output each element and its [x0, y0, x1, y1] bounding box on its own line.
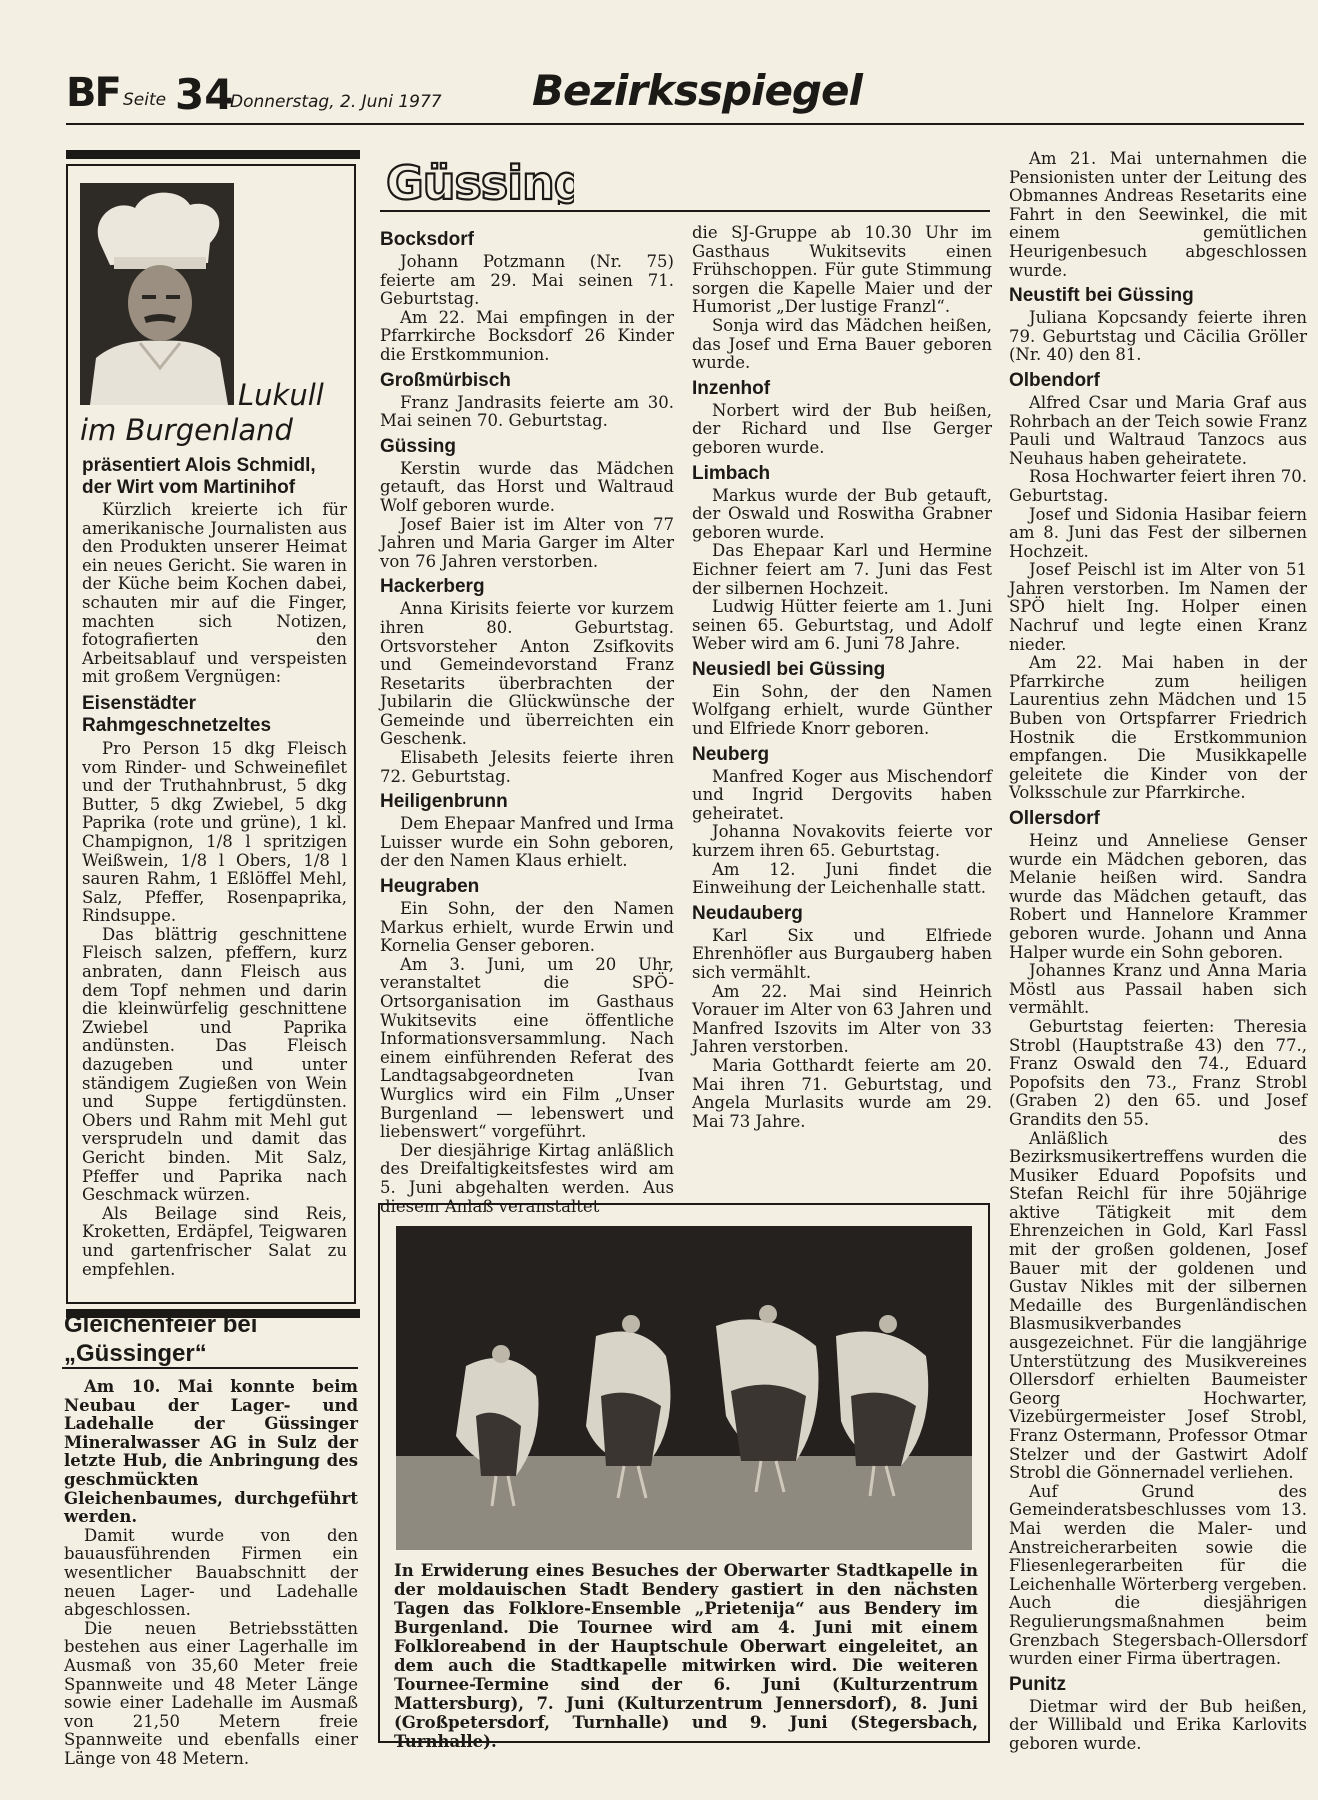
news-paragraph: Am 22. Mai haben in der Pfarrkirche zum heiligen Laurentius zehn Mädchen und 15 Buben von Ortspfarrer Friedrich Hostnik die Erstkommunion empfangen. Die Musikkapelle geleitete die Kinder von der Volksschule zur Pfarrkirche. [1009, 653, 1307, 803]
locality-heading: Olbendorf [1009, 369, 1100, 391]
sidebar-title-line2: im Burgenland [80, 413, 293, 447]
locality-heading: Inzenhof [692, 377, 771, 399]
locality-heading: Großmürbisch [380, 369, 511, 391]
news-paragraph: Auf Grund des Gemeinderatsbeschlusses vom 13. Mai werden die Maler- und Anstreicherarbeiten sowie die Fliesenlegerarbeiten für die Leichenhalle Wörterberg vergeben. Auch die diesjährigen Regulierungsmaßnahmen beim Grenzbach Stegersbach-Ollersdorf wurden einer Firma übertragen. [1009, 1481, 1307, 1669]
recipe-title: Eisenstädter Rahmgeschnetzeltes [82, 692, 272, 736]
news-paragraph: Kerstin wurde das Mädchen getauft, das Horst und Waltraud Wolf geboren wurde. [380, 458, 674, 515]
news-paragraph: Sonja wird das Mädchen heißen, das Josef und Erna Bauer geboren wurde. [692, 315, 992, 373]
masthead-brand: BF [66, 70, 120, 116]
gleichenfeier-title: Gleichenfeier bei „Güssinger“ [64, 1311, 258, 1367]
guessing-rule [380, 210, 990, 212]
header-rule [66, 123, 1304, 125]
guessing-logo-text: Güssing [386, 156, 574, 205]
news-paragraph: Am 12. Juni findet die Einweihung der Leichenhalle statt. [692, 859, 992, 898]
news-paragraph: Markus wurde der Bub getauft, der Oswald und Roswitha Grabner geboren wurde. [692, 485, 992, 542]
gleichenfeier-lead: Am 10. Mai konnte beim Neubau der Lager- und Ladehalle der Güssinger Mineralwasser AG in Sulz der letzte Hub, die Anbringung des geschmückten Gleichenbaumes, durchgeführt werden. [64, 1377, 358, 1527]
locality-heading: Heiligenbrunn [380, 791, 508, 813]
locality-heading: Bocksdorf [380, 229, 474, 250]
locality-heading: Güssing [380, 435, 457, 457]
recipe-paragraph: Pro Person 15 dkg Fleisch vom Rinder- und Schweinefilet und der Truthahnbrust, 5 dkg Butter, 5 dkg Zwiebel, 5 dkg Paprika (rote und grüne), 1 kl. Champignon, 1/8 l spritzigen Weißwein, 1/8 l Obers, 1/8 l sauren Rahm, 1 Eßlöffel Mehl, Salz, Pfeffer, Rosenpaprika, Rindsuppe. [82, 738, 347, 926]
sidebar-top-bar [66, 150, 360, 159]
news-paragraph: Am 21. Mai unternahmen die Pensionisten unter der Leitung des Obmannes Andreas Resetarits eine Fahrt in den Seewinkel, die mit einem gemütlichen Heurigenbesuch abgeschlossen wurde. [1009, 149, 1307, 280]
news-paragraph: Am 22. Mai empfingen in der Pfarrkirche Bocksdorf 26 Kinder die Erstkommunion. [380, 307, 674, 364]
section-title: Bezirksspiegel [532, 66, 862, 115]
locality-heading: Neustift bei Güssing [1009, 285, 1194, 307]
news-paragraph: Juliana Kopcsandy feierte ihren 79. Geburtstag und Cäcilia Gröller (Nr. 40) den 81. [1009, 308, 1307, 365]
news-paragraph: Johanna Novakovits feierte vor kurzem ihren 65. Geburtstag. [692, 822, 992, 861]
locality-heading: Neuberg [692, 743, 770, 765]
sidebar-subtitle: präsentiert Alois Schmidl, der Wirt vom Martinihof [82, 455, 316, 498]
news-paragraph: Rosa Hochwarter feiert ihren 70. Geburtstag. [1009, 467, 1307, 505]
news-paragraph: Geburtstag feierten: Theresia Strobl (Hauptstraße 43) den 77., Franz Oswald den 74., Eduard Popofsits den 73., Franz Strobl (Graben 2) den 65. und Josef Grandits den 55. [1009, 1016, 1307, 1129]
recipe-paragraph: Das blättrig geschnittene Fleisch salzen, pfeffern, kurz anbraten, dann Fleisch aus dem Topf nehmen und darin die kleinwürfelig geschnittene Zwiebel und Paprika andünsten. Das Fleisch dazugeben und unter ständigem Zugießen von Wein und Suppe fertigdünsten. Obers und Rahm mit Mehl gut versprudeln und damit das Gericht binden. Mit Salz, Pfeffer und Paprika nach Geschmack würzen. [82, 924, 347, 1205]
news-paragraph: Ein Sohn, der den Namen Markus erhielt, wurde Erwin und Kornelia Genser geboren. [380, 899, 674, 956]
news-paragraph: Dem Ehepaar Manfred und Irma Luisser wurde ein Sohn geboren, der den Namen Klaus erhielt. [380, 814, 674, 871]
news-paragraph: Am 22. Mai sind Heinrich Vorauer im Alter von 63 Jahren und Manfred Iszovits im Alter von 33 Jahren verstorben. [692, 981, 992, 1057]
sidebar-title-line1: Lukull [238, 378, 324, 412]
recipe-intro: Kürzlich kreierte ich für amerikanische Journalisten aus den Produkten unserer Heimat ein neues Gericht. Sie waren in der Küche beim Kochen dabei, schauten mir auf die Finger, machten sich Notizen, fotografierten den Arbeitsablauf und verspeisten mit großem Vergnügen: [82, 500, 347, 687]
news-paragraph: Heinz und Anneliese Genser wurde ein Mädchen geboren, das Melanie heißen wird. Sandra wurde das Mädchen getauft, das Robert und Hannelore Krammer geboren wurde. Johann und Anna Halper wurde ein Sohn geboren. [1009, 831, 1307, 962]
news-paragraph: Am 3. Juni, um 20 Uhr, veranstaltet die SPÖ-Ortsorganisation im Gasthaus Wukitsevits eine öffentliche Informationsversammlung. Nach einem einführenden Referat des Landtagsabgeordneten Ivan Wurglics wird ein Film „Unser Burgenland — lebenswert und liebenswert“ vorgeführt. [380, 954, 674, 1142]
news-paragraph: Josef und Sidonia Hasibar feiern am 8. Juni das Fest der silbernen Hochzeit. [1009, 504, 1307, 561]
sidebar-title [80, 378, 350, 448]
news-paragraph: Ludwig Hütter feierte am 1. Juni seinen 65. Geburtstag, und Adolf Weber wird am 6. Juni 78 Jahre. [692, 597, 992, 654]
issue-date: Donnerstag, 2. Juni 1977 [230, 92, 442, 112]
news-paragraph: Maria Gotthardt feierte am 20. Mai ihren 71. Geburtstag, und Angela Murlasits wurde am 29. Mai 73 Jahre. [692, 1055, 992, 1131]
locality-heading: Heugraben [380, 876, 480, 898]
news-paragraph: Karl Six und Elfriede Ehrenhöfler aus Burgauberg haben sich vermählt. [692, 925, 992, 982]
news-paragraph: Johann Potzmann (Nr. 75) feierte am 29. Mai seinen 71. Geburtstag. [380, 252, 674, 309]
page-label: Seite [123, 90, 167, 110]
news-paragraph: Josef Baier ist im Alter von 77 Jahren und Maria Garger im Alter von 76 Jahren verstorben. [380, 514, 674, 571]
gleichenfeier-text [64, 1378, 358, 1768]
locality-heading: Punitz [1009, 1673, 1066, 1695]
recipe-text [82, 455, 347, 1279]
folklore-photo [396, 1226, 972, 1550]
news-paragraph: Alfred Csar und Maria Graf aus Rohrbach an der Teich sowie Franz Pauli und Waltraud Tanzocs aus Neuhaus haben geheiratete. [1009, 392, 1307, 468]
news-column-1 [380, 224, 674, 1216]
news-paragraph: Das Ehepaar Karl und Hermine Eichner feiert am 7. Juni das Fest der silbernen Hochzeit. [692, 541, 992, 598]
page-number: 34 [175, 70, 234, 119]
locality-heading: Limbach [692, 462, 771, 484]
news-paragraph: Norbert wird der Bub heißen, der Richard und Ilse Gerger geboren wurde. [692, 400, 992, 457]
news-paragraph: Der diesjährige Kirtag anläßlich des Dreifaltigkeitsfestes wird am 5. Juni abgehalten werden. Aus diesem Anlaß veranstaltet [380, 1140, 674, 1216]
news-column-2 [692, 224, 992, 1131]
photo-caption: In Erwiderung eines Besuches der Oberwarter Stadtkapelle in der moldauischen Stadt Bendery gastiert in den nächsten Tagen das Folklore-Ensemble „Prietenija“ aus Bendery im Burgenland. Die Tournee wird am 4. Juni mit einem Folkloreabend in der Hauptschule Oberwart eingeleitet, an dem auch die Stadtkapelle mitwirken wird. Die weiteren Tournee-Termine sind der 6. Juni (Kulturzentrum Mattersburg), 7. Juni (Kulturzentrum Jennersdorf), 8. Juni (Großpetersdorf, Turnhalle) und 9. Juni (Stegersbach, Turnhalle). [394, 1561, 978, 1751]
guessing-logo [384, 149, 574, 209]
news-paragraph: Ein Sohn, der den Namen Wolfgang erhielt, wurde Günther und Elfriede Knorr geboren. [692, 681, 992, 739]
news-paragraph: Anna Kirisits feierte vor kurzem ihren 80. Geburtstag. Ortsvorsteher Anton Zsifkovits und Gemeindevorstand Franz Resetarits überbrachten der Jubilarin die Glückwünsche der Gemeinde und überreichten ein Geschenk. [380, 599, 674, 749]
news-paragraph: die SJ-Gruppe ab 10.30 Uhr im Gasthaus Wukitsevits einen Frühschoppen. Für gute Stimmung sorgen die Kapelle Maier und der Humorist „Der lustige Franzl“. [692, 223, 992, 317]
locality-heading: Neudauberg [692, 902, 803, 924]
news-paragraph: Elisabeth Jelesits feierte ihren 72. Geburtstag. [380, 748, 674, 786]
recipe-paragraph: Als Beilage sind Reis, Kroketten, Erdäpfel, Teigwaren und gartenfrischer Salat zu empfehlen. [82, 1203, 347, 1279]
chef-photo [80, 183, 234, 405]
locality-heading: Ollersdorf [1009, 808, 1100, 829]
locality-heading: Hackerberg [380, 576, 485, 598]
news-paragraph: Manfred Koger aus Mischendorf und Ingrid Dergovits haben geheiratet. [692, 766, 992, 823]
news-paragraph: Dietmar wird der Bub heißen, der Willibald und Erika Karlovits geboren wurde. [1009, 1696, 1307, 1753]
news-column-3 [1009, 150, 1307, 1754]
news-paragraph: Josef Peischl ist im Alter von 51 Jahren verstorben. Im Namen der SPÖ hielt Ing. Holper einen Nachruf und legte einen Kranz nieder. [1009, 560, 1307, 654]
news-paragraph: Franz Jandrasits feierte am 30. Mai seinen 70. Geburtstag. [380, 392, 674, 431]
news-paragraph: Anläßlich des Bezirksmusikertreffens wurden die Musiker Eduard Popofsits und Stefan Reichl für ihre 50jährige aktive Tätigkeit mit dem Ehrenzeichen in Gold, Karl Fassl mit der großen goldenen, Josef Bauer mit der goldenen und Gustav Nikles mit der silbernen Medaille des Burgenländischen Blasmusikverbandes ausgezeichnet. Für die langjährige Unterstützung des Musikvereines Ollersdorf erhielten Baumeister Georg Hochwarter, Vizebürgermeister Josef Strobl, Franz Ostermann, Professor Otmar Stelzer und der Gastwirt Adolf Strobl die Gönnernadel verliehen. [1009, 1128, 1307, 1483]
gleichenfeier-rule [62, 1367, 358, 1369]
gleichenfeier-paragraph: Die neuen Betriebsstätten bestehen aus einer Lagerhalle im Ausmaß von 35,60 Meter freie Spannweite und 48 Meter Länge sowie einer Ladehalle im Ausmaß von 21,50 Metern freie Spannweite und ebenfalls einer Länge von 48 Metern. [64, 1618, 358, 1768]
news-paragraph: Johannes Kranz und Anna Maria Möstl aus Passail haben sich vermählt. [1009, 961, 1307, 1018]
gleichenfeier-paragraph: Damit wurde von den bauausführenden Firmen ein wesentlicher Bauabschnitt der neuen Lager- und Ladehalle abgeschlossen. [64, 1525, 358, 1620]
locality-heading: Neusiedl bei Güssing [692, 658, 886, 680]
